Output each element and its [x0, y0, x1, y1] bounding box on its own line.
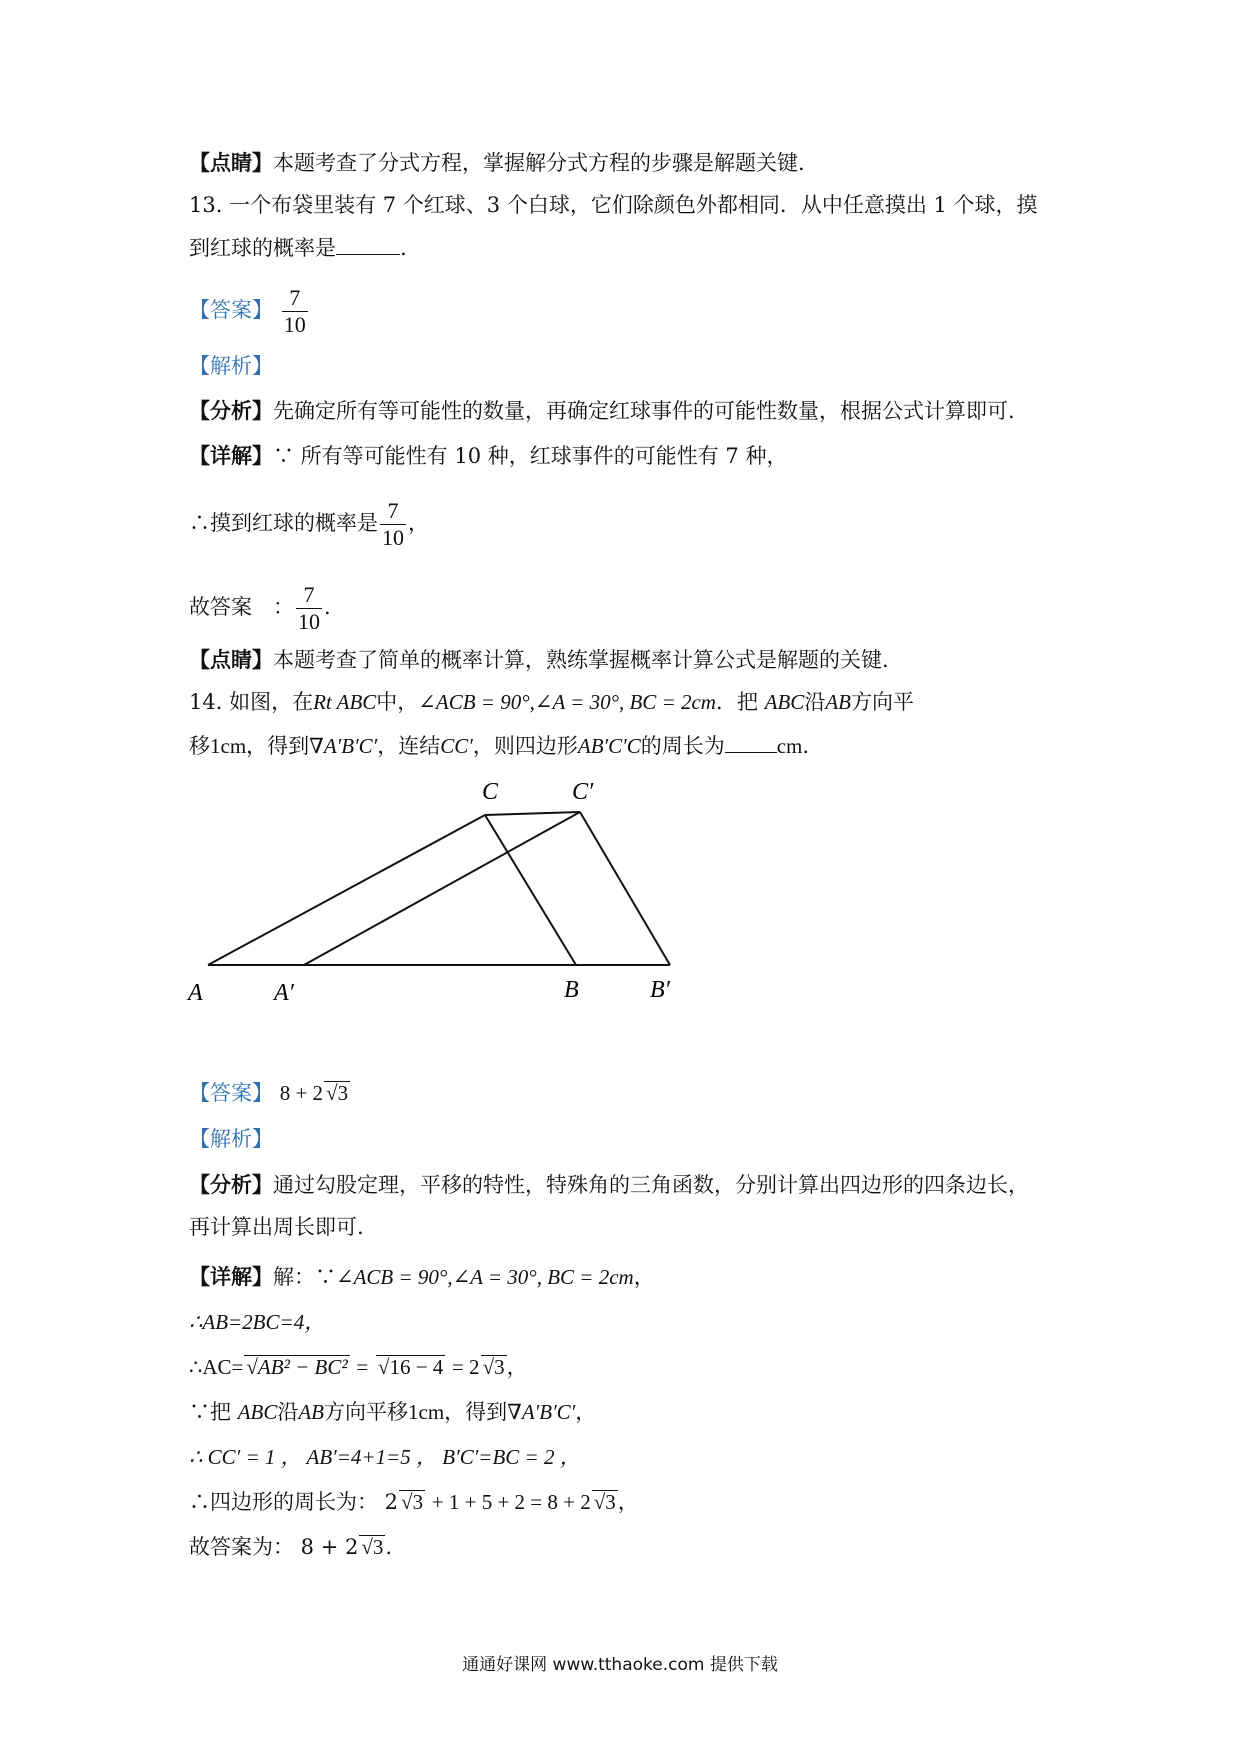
unit-text: cm	[776, 734, 803, 758]
xiangjie-text: 解：∵	[273, 1265, 336, 1289]
step-text: 沿	[277, 1400, 299, 1424]
jiexi-tag: 【解析】	[189, 354, 273, 378]
figure-lines	[208, 812, 670, 965]
step-end: ，	[575, 1400, 597, 1424]
math-segment: AB	[298, 1400, 325, 1424]
fraction-numerator: 7	[289, 285, 301, 310]
sqrt-symbol: √3	[593, 1490, 616, 1514]
math-condition: ∠ACB = 90°,∠A = 30°, BC = 2cm	[336, 1265, 634, 1289]
math-length: 1cm	[408, 1400, 445, 1424]
sqrt-symbol: √3	[361, 1535, 384, 1559]
label-b: B	[564, 977, 579, 1003]
stem-text: ，则四边形	[472, 734, 578, 758]
label-c: C	[482, 779, 499, 805]
sqrt-symbol: √3	[326, 1081, 349, 1105]
answer-fraction	[282, 285, 308, 338]
segment-cb	[485, 815, 576, 965]
stem-text: ，得到	[246, 734, 310, 758]
stem-end: .	[802, 734, 810, 758]
page-footer: 通通好课网 www.tthaoke.com 提供下载	[462, 1655, 778, 1675]
xiangjie-text: ∵ 所有等可能性有 10 种，红球事件的可能性有 7 种，	[273, 444, 788, 468]
math-triangle: ABC	[764, 690, 805, 714]
fenxi-text: 通过勾股定理，平移的特性，特殊角的三角函数，分别计算出四边形的四条边长，	[273, 1173, 1029, 1197]
answer-tag: 【答案】	[189, 1081, 273, 1105]
q13-stem-end: .	[400, 236, 407, 260]
xiangjie-tag: 【详解】	[189, 1264, 273, 1289]
step-end: ，	[408, 511, 429, 535]
radicand: 3	[605, 1490, 616, 1514]
segment-a1c1	[304, 812, 580, 965]
fenxi-tag: 【分析】	[189, 1172, 273, 1197]
q13-xiangjie-line	[189, 441, 787, 471]
q14-answer-line	[189, 1078, 350, 1108]
q13-final-line	[189, 582, 331, 635]
q13-stem-line1: 13. 一个布袋里装有 7 个红球、3 个白球，它们除颜色外都相同．从中任意摸出 1 个球，摸	[189, 193, 1038, 217]
q13-jiexi-line	[189, 351, 273, 381]
radicand: 16 − 4	[389, 1355, 444, 1379]
math-triangle: ∇A′B′C′	[309, 734, 378, 758]
sqrt-symbol: √AB² − BC²	[246, 1355, 348, 1379]
q14-step5	[189, 1487, 639, 1517]
dianjing-tag: 【点睛】	[189, 647, 273, 672]
dianjing-text: 本题考查了简单的概率计算，熟练掌握概率计算公式是解题的关键.	[273, 648, 889, 672]
label-c-prime: C′	[572, 779, 594, 805]
q14-stem-line1	[189, 687, 914, 717]
math-condition: ∠ACB = 90°,∠A = 30°, BC = 2cm	[418, 690, 716, 714]
step-text: 故答案为： 8 + 2	[189, 1535, 359, 1559]
step-text: 方向平移	[324, 1400, 409, 1424]
step-expr: + 1 + 5 + 2 = 8 + 2	[431, 1490, 591, 1514]
stem-text: ．把	[715, 690, 758, 714]
answer-blank	[336, 236, 400, 255]
answer-tag: 【答案】	[189, 298, 273, 322]
fenxi-tag: 【分析】	[189, 398, 273, 423]
fraction-denominator: 10	[298, 609, 320, 634]
q14-step2	[189, 1352, 528, 1382]
prev-dianjing-line	[189, 148, 805, 178]
label-a: A	[188, 980, 203, 1006]
radicand: 3	[372, 1535, 384, 1559]
fenxi-text: 先确定所有等可能性的数量，再确定红球事件的可能性数量，根据公式计算即可.	[273, 399, 1015, 423]
fraction-denominator: 10	[382, 525, 404, 550]
stem-text: 中，	[376, 690, 419, 714]
stem-text: ，连结	[377, 734, 441, 758]
equals: = 2	[451, 1355, 480, 1379]
stem-text: 沿	[804, 690, 826, 714]
step-fraction	[380, 498, 406, 551]
step-text: ，得到	[444, 1400, 508, 1424]
q13-step1-line	[189, 498, 429, 551]
radicand: 3	[494, 1355, 505, 1379]
q14-xiangjie-line	[189, 1262, 655, 1292]
step-text: ∵把	[189, 1400, 231, 1424]
q14-step1: ∴AB=2BC=4，	[189, 1310, 326, 1334]
dianjing-tag: 【点睛】	[189, 150, 273, 175]
final-fraction	[296, 582, 322, 635]
step-text: ∴四边形的周长为： 2	[189, 1490, 399, 1514]
radicand: AB² − BC²	[257, 1355, 348, 1379]
q14-jiexi-line	[189, 1124, 273, 1154]
final-text: 故答案 ：	[189, 595, 294, 619]
q14-stem-line2	[189, 731, 809, 761]
jiexi-tag: 【解析】	[189, 1127, 273, 1151]
math-triangle: ∇A′B′C′	[507, 1400, 576, 1424]
equals: =	[356, 1355, 369, 1379]
stem-text: 方向平	[850, 690, 914, 714]
label-b-prime: B′	[650, 977, 670, 1003]
stem-text: 的周长为	[640, 734, 725, 758]
triangle-translation-figure	[180, 775, 740, 1015]
fraction-numerator: 7	[387, 498, 399, 523]
radicand: 3	[412, 1490, 424, 1514]
dianjing-text: 本题考查了分式方程，掌握解分式方程的步骤是解题关键.	[273, 151, 805, 175]
fraction-denominator: 10	[283, 312, 306, 337]
math-triangle: Rt ABC	[313, 690, 377, 714]
q14-step6	[189, 1532, 392, 1562]
stem-text: 14. 如图，在	[189, 690, 314, 714]
q13-fenxi-line	[189, 396, 1015, 426]
segment-cc1	[485, 812, 580, 815]
math-quadrilateral: AB′C′C	[577, 734, 641, 758]
q13-dianjing-line	[189, 645, 889, 675]
q13-stem-line2	[189, 233, 407, 263]
q13-answer-line	[189, 285, 310, 338]
q14-fenxi-line2: 再计算出周长即可.	[189, 1215, 364, 1239]
math-segment: CC′	[440, 734, 473, 758]
q13-stem-text: 到红球的概率是	[189, 236, 336, 260]
q14-step3	[189, 1397, 596, 1427]
q14-fenxi-line1	[189, 1170, 1029, 1200]
step-end: ，	[633, 1265, 655, 1289]
step-text: ∴AC=	[189, 1355, 244, 1379]
math-segment: AB	[825, 690, 851, 714]
step-end: .	[385, 1535, 393, 1559]
step-text: ∴摸到红球的概率是	[189, 511, 378, 535]
radicand: 3	[337, 1081, 349, 1105]
answer-expr: 8 + 2	[279, 1081, 324, 1105]
sqrt-symbol: √3	[401, 1490, 424, 1514]
q14-step4: ∴ CC′ = 1 ， AB′=4+1=5 ， B′C′=BC = 2 ，	[189, 1445, 581, 1469]
final-end: .	[324, 595, 331, 619]
sqrt-symbol: √3	[482, 1355, 505, 1379]
math-triangle: ABC	[237, 1400, 278, 1424]
stem-text: 移	[189, 734, 210, 758]
fraction-numerator: 7	[303, 582, 315, 607]
xiangjie-tag: 【详解】	[189, 443, 273, 468]
step-end: ，	[506, 1355, 528, 1379]
label-a-prime: A′	[274, 980, 294, 1006]
step-end: ，	[617, 1490, 639, 1514]
answer-blank	[725, 734, 777, 753]
math-length: 1cm	[210, 734, 247, 758]
sqrt-symbol: √16 − 4	[377, 1355, 444, 1379]
segment-c1b1	[580, 812, 670, 965]
